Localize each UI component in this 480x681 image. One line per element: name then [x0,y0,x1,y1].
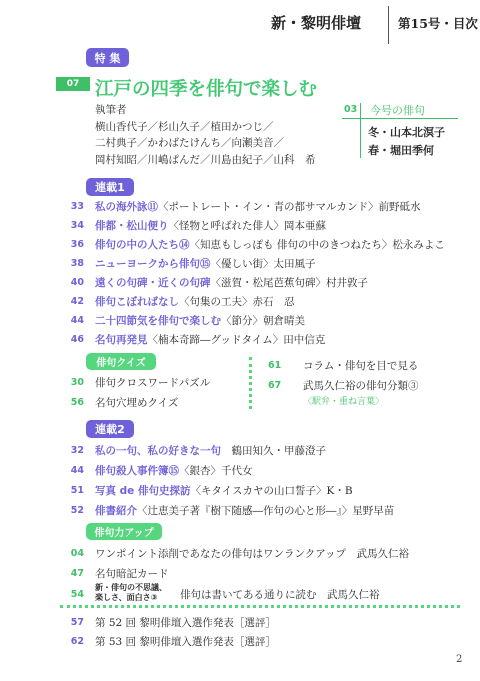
feature-badge: 特 集 [86,48,129,67]
toc-page: 47 [70,568,84,579]
toc-title: 俳句殺人事件簿⑮ [95,465,179,477]
toc-title: 第 53 回 黎明俳壇入選作発表［選評］ [95,636,276,648]
classification-subtitle: 〈駅弁・重ね言葉〉 [303,397,385,407]
toc-detail: 〈キタイスカヤの山口誓子〉K・B [190,485,353,497]
toc-title: 俳句クロスワードパズル [95,377,211,389]
dotted-divider [60,605,460,608]
column-title[interactable]: コラム・俳句を目で見る [303,360,419,372]
toc-row[interactable] [0,613,480,633]
toc-title: 遠くの句碑・近くの句碑 [95,277,211,289]
toc-page: 42 [70,296,84,307]
toc-row[interactable] [0,632,480,652]
toc-page: 51 [70,485,84,496]
toc-page: 36 [70,239,84,250]
kigo-divider [342,118,458,119]
kigo-page-number: 03 [344,104,358,115]
toc-detail: 〈滋賀・松尾芭蕉句碑〉村井敦子 [210,277,368,289]
toc-title: 俳都・松山便り [95,220,169,232]
toc-page: 67 [268,380,282,391]
toc-title: 俳句の中の人たち⑭ [95,239,190,251]
toc-page: 34 [70,220,84,231]
toc-detail: 〈ポートレート・イン・青の都サマルカンド〉前野砥水 [158,201,421,213]
toc-title: 名句穴埋めクイズ [95,397,179,409]
toc-page: 52 [70,505,84,516]
skill-badge: 俳句力アップ [86,523,162,540]
quiz-badge: 俳句クイズ [86,353,156,370]
toc-page: 30 [70,377,84,388]
feature-page-number: 07 [56,77,90,91]
feature-authors [95,102,316,168]
toc-title: 写真 de 俳句史探訪 [95,485,191,497]
toc-page: 33 [70,201,84,212]
header-divider [388,6,389,44]
toc-page: 46 [70,334,84,345]
toc-title: 名句暗記カード [95,568,169,580]
kigo-title[interactable]: 今号の俳句 [370,104,425,117]
toc-row[interactable] [0,235,480,255]
toc-detail: 〈句集の工夫〉赤石 忍 [179,296,295,308]
toc-detail: 〈知恵もしっぽも 俳句の中のきつねたち〉松永みよこ [189,239,445,251]
toc-row[interactable] [0,393,480,413]
authors-line-3: 岡村知昭／川嶋ぱんだ／川島由紀子／山科 希 [95,153,316,166]
toc-page: 40 [70,277,84,288]
kigo-divider-vertical [360,103,361,158]
authors-line-1: 横山香代子／杉山久子／植田かつじ／ [95,120,274,133]
toc-row[interactable] [0,441,480,461]
toc-row[interactable] [0,544,480,564]
toc-title: 俳句は書いてある通りに読む 武馬久仁裕 [180,589,380,601]
feature-title[interactable]: 江戸の四季を俳句で楽しむ [95,79,318,100]
special-label-line-2: 楽しさ、面白さ③ [95,593,158,602]
toc-title: ワンポイント添削であなたの俳句はワンランクアップ 武馬久仁裕 [95,548,410,560]
special-label [95,583,167,603]
authors-label: 執筆者 [95,104,127,116]
toc-row[interactable] [0,254,480,274]
issue-label: 第15号・目次 [398,16,478,31]
toc-title: 二十四節気を俳句で楽しむ [95,315,221,327]
toc-page: 56 [70,397,84,408]
toc-row[interactable] [0,330,480,350]
dotted-divider-vertical [249,357,252,409]
toc-page: 04 [70,548,84,559]
toc-row[interactable] [0,273,480,293]
toc-page: 38 [70,258,84,269]
toc-row[interactable] [0,311,480,331]
toc-title: 私の一句、私の好きな一句 [95,445,221,457]
kigo-line-2: 春・堀田季何 [368,144,434,157]
page-number: 2 [456,654,463,665]
toc-row[interactable] [0,461,480,481]
toc-row[interactable] [0,292,480,312]
toc-detail: 鶴田知久・甲藤澄子 [221,445,326,457]
special-label-line-1: 新・俳句の不思議、 [95,583,167,592]
toc-row[interactable] [0,197,480,217]
toc-title: 第 52 回 黎明俳壇入選作発表［選評］ [95,617,276,629]
toc-row[interactable] [0,582,480,606]
toc-page: 61 [268,360,282,371]
toc-page: 57 [70,617,84,628]
serial2-badge: 連載2 [86,420,134,438]
magazine-title: 新・黎明俳壇 [271,14,362,32]
classification-title[interactable]: 武馬久仁裕の俳句分類③ [303,380,419,392]
toc-detail: 〈辻恵美子著『樹下随感―作句の心と形―』〉星野早苗 [137,505,395,517]
toc-detail: 〈怪物と呼ばれた俳人〉岡本亜蘇 [168,220,326,232]
toc-detail: 〈楠本奇蹄―グッドタイム〉田中信克 [147,334,326,346]
toc-page: 62 [70,636,84,647]
toc-detail: 〈銀杏〉千代女 [179,465,253,477]
toc-page: 44 [70,465,84,476]
toc-title: 私の海外詠⑪ [95,201,158,213]
toc-title: 俳句こぼればなし [95,296,179,308]
toc-title: 名句再発見 [95,334,148,346]
toc-page: 54 [70,589,84,600]
authors-line-2: 二村典子／かわばたけんち／向瀬美音／ [95,137,284,149]
toc-detail: 〈節分〉朝倉晴美 [221,315,305,327]
toc-row[interactable] [0,564,480,584]
toc-detail: 〈優しい街〉太田風子 [210,258,316,270]
kigo-line-1: 冬・山本北溟子 [368,126,445,139]
toc-page: 32 [70,445,84,456]
toc-page: 44 [70,315,84,326]
toc-title: 俳書紹介 [95,505,137,517]
serial1-badge: 連載1 [86,178,134,196]
toc-row[interactable] [0,481,480,501]
toc-row[interactable] [0,501,480,521]
toc-title: ニューヨークから俳句⑮ [95,258,211,270]
toc-row[interactable] [0,216,480,236]
